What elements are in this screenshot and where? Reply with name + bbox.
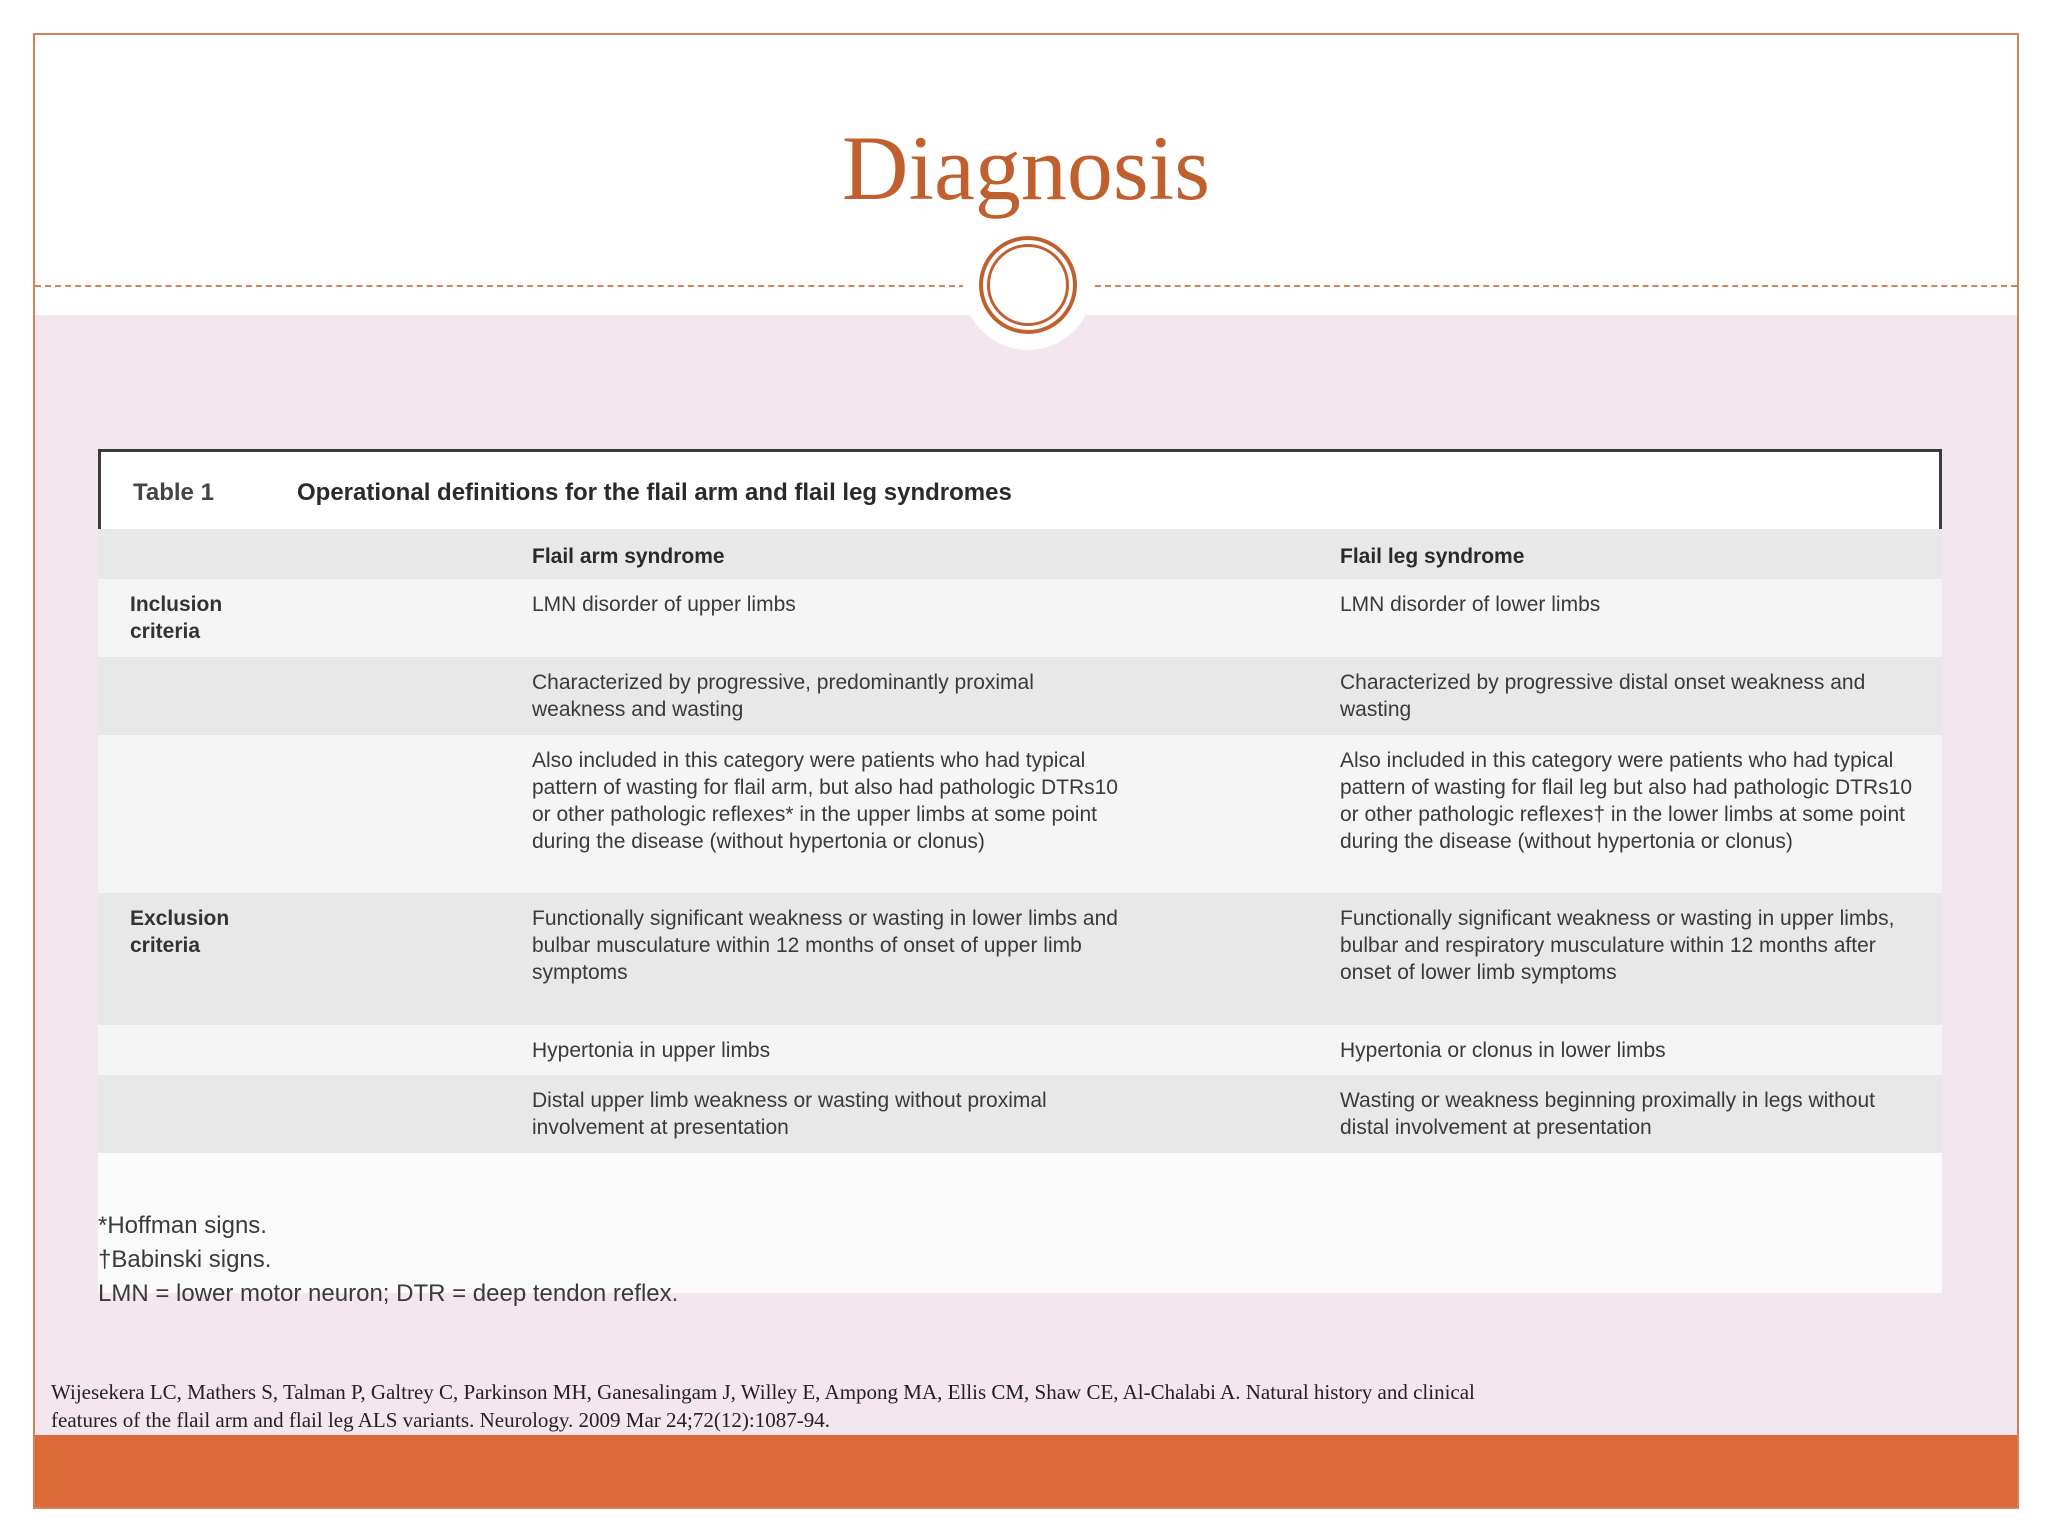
column-header-flail-leg: Flail leg syndrome [1340, 545, 1525, 568]
citation [51, 1378, 1751, 1434]
table-label: Table 1 [133, 479, 214, 506]
footer-accent-bar [35, 1435, 2017, 1507]
footnote: LMN = lower motor neuron; DTR = deep tendon reflex. [98, 1280, 679, 1307]
title-divider-left [35, 285, 965, 287]
table-cell: Characterized by progressive distal onset weakness and wasting [1340, 671, 1866, 721]
table-cell: LMN disorder of lower limbs [1340, 593, 1601, 616]
slide [33, 33, 2019, 1509]
row-label-exclusion: Exclusion criteria [130, 907, 230, 957]
table-cell: Functionally significant weakness or wasting in lower limbs and bulbar musculature within 12 months of onset of upper limb symptoms [532, 907, 1118, 984]
table-row [98, 735, 1942, 893]
table-cell: Characterized by progressive, predominantly proximal weakness and wasting [532, 671, 1034, 721]
footnote: *Hoffman signs. [98, 1212, 267, 1239]
circle-ornament-inner-icon [987, 244, 1069, 326]
table-row [98, 1075, 1942, 1153]
table-figure [98, 449, 1942, 1307]
table-row [98, 1025, 1942, 1075]
table-column-header-row [98, 529, 1942, 579]
table-cell: Functionally significant weakness or wasting in upper limbs, bulbar and respiratory musculature within 12 months after onset of lower limb symptoms [1340, 907, 1895, 984]
row-label-inclusion: Inclusion criteria [130, 593, 223, 643]
citation-line: Wijesekera LC, Mathers S, Talman P, Galtrey C, Parkinson MH, Ganesalingam J, Willey E, Ampong MA, Ellis CM, Shaw CE, Al-Chalabi A. Natural history and clinical [51, 1380, 1475, 1404]
table-cell: Wasting or weakness beginning proximally in legs without distal involvement at presentation [1340, 1089, 1875, 1139]
table-cell: Distal upper limb weakness or wasting without proximal involvement at presentation [532, 1089, 1047, 1139]
slide-title: Diagnosis [842, 117, 1210, 219]
table-header [98, 449, 1942, 529]
title-divider-right [1095, 285, 2017, 287]
table-row [98, 579, 1942, 657]
citation-line: features of the flail arm and flail leg ALS variants. Neurology. 2009 Mar 24;72(12):1087-94. [51, 1408, 830, 1432]
footnote: †Babinski signs. [98, 1246, 272, 1273]
table-row [98, 893, 1942, 1025]
table-footnotes [98, 1209, 678, 1311]
table-cell: Hypertonia or clonus in lower limbs [1340, 1039, 1666, 1062]
table-cell: Also included in this category were patients who had typical pattern of wasting for flail arm, but also had pathologic DTRs10 or other pathologic reflexes* in the upper limbs at some point during the disease (without hypertonia or clonus) [532, 749, 1118, 853]
table-cell: LMN disorder of upper limbs [532, 593, 796, 616]
column-header-flail-arm: Flail arm syndrome [532, 545, 725, 568]
table-row [98, 657, 1942, 735]
table-cell: Also included in this category were patients who had typical pattern of wasting for flail leg but also had pathologic DTRs10 or other pathologic reflexes† in the lower limbs at some point during the disease (without hypertonia or clonus) [1340, 749, 1912, 853]
table-cell: Hypertonia in upper limbs [532, 1039, 771, 1062]
table-caption: Operational definitions for the flail arm and flail leg syndromes [297, 479, 1012, 506]
